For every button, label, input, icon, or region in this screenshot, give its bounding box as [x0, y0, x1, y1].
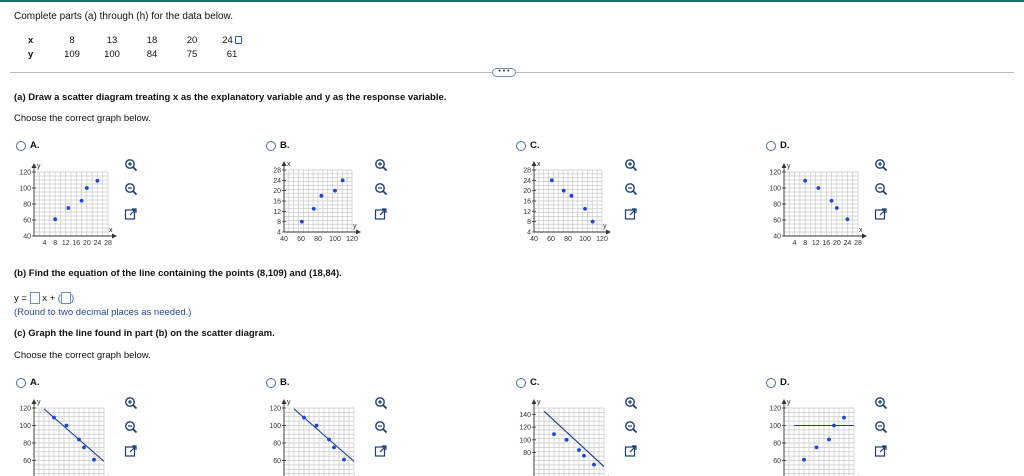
y-tick-label: 24	[273, 177, 281, 185]
x-tick-label: 20	[832, 240, 841, 247]
zoom-out-icon[interactable]	[124, 182, 138, 196]
y-tick-label: 120	[769, 405, 781, 413]
option-label: C.	[530, 377, 540, 388]
radio-button[interactable]	[16, 141, 26, 151]
pop-out-icon[interactable]	[374, 444, 388, 458]
y-tick-label: 80	[523, 450, 531, 458]
data-point	[832, 424, 836, 428]
zoom-in-icon[interactable]	[624, 158, 638, 172]
y-tick-label: 80	[23, 201, 31, 209]
scatter-chart-a-option-c	[504, 156, 622, 256]
zoom-in-icon[interactable]	[374, 158, 388, 172]
y-axis-label: x	[537, 161, 541, 168]
y-tick-label: 20	[273, 188, 281, 196]
line-chart-c-option-b	[254, 394, 372, 476]
data-point	[577, 448, 581, 452]
data-point	[65, 424, 69, 428]
table-cell: 84	[146, 48, 158, 60]
y-axis-arrow	[282, 161, 287, 166]
data-point	[66, 206, 70, 210]
handle	[883, 429, 887, 433]
handle	[383, 167, 387, 171]
x-tick-label: 100	[579, 236, 591, 243]
y-tick-label: 120	[269, 405, 281, 413]
zoom-out-icon[interactable]	[374, 420, 388, 434]
data-point	[333, 189, 337, 193]
table-cell-text: 24	[222, 34, 233, 46]
y-tick-label: 100	[19, 423, 31, 430]
data-point	[77, 438, 81, 442]
data-point	[570, 194, 574, 198]
y-tick-label: 120	[519, 424, 531, 432]
question-title: Complete parts (a) through (h) for the data below.	[14, 11, 234, 22]
handle	[633, 429, 637, 433]
handle	[633, 191, 637, 195]
x-tick-label: 60	[297, 236, 305, 243]
x-tick-label: 28	[104, 240, 112, 247]
data-point	[312, 207, 316, 211]
y-axis-label: y	[787, 399, 791, 406]
y-row-label: y	[28, 48, 34, 60]
zoom-out-icon[interactable]	[124, 420, 138, 434]
handle	[133, 191, 137, 195]
data-point	[52, 416, 56, 420]
pop-out-icon[interactable]	[874, 444, 888, 458]
zoom-in-icon[interactable]	[874, 396, 888, 410]
x-tick-label: 120	[596, 236, 608, 243]
part-c-question-text: (c) Graph the line found in part (b) on the scatter diagram.	[14, 328, 275, 339]
y-tick-label: 8	[527, 219, 531, 227]
handle	[883, 167, 887, 171]
data-point	[835, 206, 839, 210]
y-axis-label: y	[37, 163, 41, 170]
y-tick-label: 100	[269, 423, 281, 430]
data-point	[315, 424, 319, 428]
pop-out-icon[interactable]	[124, 207, 138, 221]
data-point	[565, 438, 569, 442]
x-tick-label: 80	[564, 236, 572, 243]
x-axis-label: x	[859, 227, 863, 234]
pop-out-icon[interactable]	[624, 444, 638, 458]
handle	[383, 429, 387, 433]
zoom-in-icon[interactable]	[624, 396, 638, 410]
handle	[633, 405, 637, 409]
x-tick-label: 16	[822, 240, 831, 247]
y-tick-label: 80	[773, 440, 781, 448]
radio-button[interactable]	[16, 378, 26, 388]
part-a-instruction: Choose the correct graph below.	[14, 113, 151, 124]
y-tick-label: 24	[523, 177, 531, 185]
zoom-out-icon[interactable]	[374, 182, 388, 196]
handle	[383, 191, 387, 195]
pop-out-icon[interactable]	[124, 444, 138, 458]
zoom-out-icon[interactable]	[874, 420, 888, 434]
y-tick-label: 28	[273, 167, 281, 175]
x-tick-label: 40	[280, 236, 288, 243]
x-tick-label: 20	[82, 240, 91, 247]
handle	[133, 405, 137, 409]
part-c-option-a[interactable]	[16, 377, 40, 388]
part-c-option-c[interactable]	[516, 377, 540, 388]
x-axis-arrow	[862, 234, 867, 239]
data-point	[300, 220, 304, 224]
scatter-chart-a-option-b	[254, 156, 372, 256]
y-tick-label: 120	[19, 405, 31, 413]
data-point	[342, 458, 346, 462]
zoom-in-icon[interactable]	[124, 158, 138, 172]
data-point	[320, 194, 324, 198]
part-c-question	[14, 328, 275, 339]
x-axis-arrow	[112, 234, 117, 239]
x-axis-label: x	[109, 227, 113, 234]
data-point	[327, 438, 331, 442]
pop-out-icon[interactable]	[374, 207, 388, 221]
y-tick-label: 4	[527, 229, 531, 237]
data-point	[842, 416, 846, 420]
handle	[383, 405, 387, 409]
handle	[883, 405, 887, 409]
x-tick-label: 12	[811, 240, 820, 247]
y-tick-label: 60	[773, 458, 781, 465]
x-tick-label: 60	[547, 236, 555, 243]
line-chart-c-option-c	[504, 394, 622, 476]
x-axis-label: y	[603, 223, 607, 230]
y-axis-label: y	[287, 399, 291, 406]
x-tick-label: 8	[53, 240, 58, 247]
x-tick-label: 24	[93, 240, 102, 247]
table-cell	[212, 33, 252, 47]
equation-line	[14, 292, 74, 304]
y-axis-arrow	[532, 399, 537, 404]
x-tick-label: 24	[843, 240, 852, 247]
y-tick-label: 80	[773, 201, 781, 209]
data-table	[24, 33, 252, 61]
part-b-question	[14, 268, 342, 279]
y-tick-label: 60	[273, 458, 281, 465]
y-tick-label: 60	[23, 458, 31, 465]
y-tick-label: 20	[523, 188, 531, 196]
data-point	[302, 416, 306, 420]
y-tick-label: 80	[273, 440, 281, 448]
x-axis-label: y	[353, 223, 357, 230]
handle	[883, 191, 887, 195]
slope-input[interactable]	[30, 292, 40, 304]
x-tick-label: 16	[72, 240, 81, 247]
y-tick-label: 100	[769, 185, 781, 193]
data-point	[341, 178, 345, 182]
x-row-label: x	[28, 34, 34, 46]
table-row	[24, 33, 252, 47]
radio-button[interactable]	[516, 378, 526, 388]
scatter-chart-a-option-d	[754, 156, 872, 256]
y-tick-label: 12	[523, 208, 531, 216]
y-tick-label: 16	[273, 198, 281, 206]
zoom-in-icon[interactable]	[374, 396, 388, 410]
line-chart-c-option-d	[754, 394, 872, 476]
data-point	[562, 189, 566, 193]
y-tick-label: 28	[523, 167, 531, 175]
line-chart-c-option-a	[4, 394, 122, 476]
y-tick-label: 140	[519, 411, 531, 419]
x-tick-label: 8	[803, 240, 808, 247]
y-axis-arrow	[532, 161, 537, 166]
part-a-option-d[interactable]	[766, 140, 790, 151]
data-point	[552, 432, 556, 436]
option-label: B.	[280, 377, 290, 388]
table-cell: 13	[106, 34, 118, 46]
y-axis-label: y	[537, 399, 541, 406]
part-a-question-text: (a) Draw a scatter diagram treating x as the explanatory variable and y as the response variable.	[14, 92, 447, 103]
y-tick-label: 12	[273, 208, 281, 216]
radio-button[interactable]	[766, 141, 776, 151]
part-a-option-b[interactable]	[266, 140, 290, 151]
x-tick-label: 100	[329, 236, 341, 243]
part-b-question-text: (b) Find the equation of the line containing the points (8,109) and (18,84).	[14, 268, 342, 279]
top-accent-bar	[0, 0, 1024, 2]
data-point	[80, 199, 84, 203]
radio-button[interactable]	[266, 141, 276, 151]
data-point	[827, 438, 831, 442]
data-point	[53, 217, 57, 221]
table-cell: 20	[186, 34, 198, 46]
table-cell: 75	[186, 48, 198, 60]
radio-button[interactable]	[516, 141, 526, 151]
radio-button[interactable]	[766, 378, 776, 388]
radio-button[interactable]	[266, 378, 276, 388]
part-a-question	[14, 92, 446, 103]
y-axis-arrow	[782, 163, 787, 168]
table-cell: 18	[146, 34, 158, 46]
table-cell: 109	[64, 48, 80, 60]
data-point	[591, 220, 595, 224]
option-label: B.	[280, 140, 290, 151]
copy-data-icon[interactable]	[235, 36, 242, 44]
option-label: D.	[780, 140, 790, 151]
handle	[633, 167, 637, 171]
data-point	[815, 445, 819, 449]
data-point	[550, 178, 554, 182]
table-row	[24, 47, 252, 61]
zoom-in-icon[interactable]	[124, 396, 138, 410]
x-axis-arrow	[606, 230, 611, 235]
y-tick-label: 120	[19, 169, 31, 177]
open-paren: (	[57, 293, 61, 304]
option-label: C.	[530, 140, 540, 151]
y-axis-arrow	[282, 399, 287, 404]
y-tick-label: 60	[773, 217, 781, 225]
y-tick-label: 16	[523, 198, 531, 206]
equation-prefix: y =	[14, 293, 27, 304]
part-c-instruction: Choose the correct graph below.	[14, 350, 151, 361]
data-point	[82, 445, 86, 449]
x-tick-label: 80	[314, 236, 322, 243]
data-point	[816, 186, 820, 190]
data-point	[592, 463, 596, 467]
x-tick-label: 12	[61, 240, 70, 247]
y-axis-arrow	[782, 399, 787, 404]
y-tick-label: 60	[23, 217, 31, 225]
option-label: A.	[30, 140, 40, 151]
y-axis-arrow	[32, 399, 37, 404]
data-point	[803, 179, 807, 183]
part-a-option-c[interactable]	[516, 140, 540, 151]
x-tick-label: 28	[854, 240, 862, 247]
option-label: A.	[30, 377, 40, 388]
zoom-out-icon[interactable]	[624, 182, 638, 196]
option-label: D.	[780, 377, 790, 388]
y-tick-label: 40	[773, 233, 781, 241]
zoom-out-icon[interactable]	[874, 182, 888, 196]
data-point	[85, 186, 89, 190]
x-tick-label: 4	[42, 240, 47, 247]
y-tick-label: 80	[23, 440, 31, 448]
part-c-option-d[interactable]	[766, 377, 790, 388]
handle	[133, 167, 137, 171]
data-point	[802, 458, 806, 462]
part-a-option-a[interactable]	[16, 140, 40, 151]
y-axis-label: x	[287, 161, 291, 168]
y-axis-label: y	[37, 399, 41, 406]
data-point	[583, 207, 587, 211]
y-tick-label: 100	[769, 423, 781, 430]
handle	[133, 429, 137, 433]
equation-mid: x +	[42, 293, 56, 304]
intercept-input[interactable]	[61, 292, 71, 304]
table-cell: 100	[104, 48, 120, 60]
expand-button[interactable]: • • •	[492, 68, 516, 77]
x-tick-label: 40	[530, 236, 538, 243]
data-point	[96, 179, 100, 183]
table-cell: 61	[226, 48, 238, 60]
pop-out-icon[interactable]	[624, 207, 638, 221]
y-tick-label: 4	[277, 229, 281, 237]
data-point	[846, 217, 850, 221]
pop-out-icon[interactable]	[874, 207, 888, 221]
y-tick-label: 100	[519, 437, 531, 445]
y-axis-arrow	[32, 163, 37, 168]
data-point	[582, 454, 586, 458]
x-tick-label: 120	[346, 236, 358, 243]
data-point	[830, 199, 834, 203]
y-tick-label: 8	[277, 219, 281, 227]
zoom-in-icon[interactable]	[874, 158, 888, 172]
scatter-chart-a-option-a	[4, 156, 122, 256]
y-axis-label: y	[787, 163, 791, 170]
rounding-note: (Round to two decimal places as needed.)	[14, 307, 192, 318]
table-cell: 8	[69, 34, 75, 46]
y-tick-label: 100	[19, 185, 31, 193]
x-axis-arrow	[356, 230, 361, 235]
data-point	[92, 458, 96, 462]
y-tick-label: 120	[769, 169, 781, 177]
close-paren: )	[70, 293, 75, 304]
data-point	[332, 445, 336, 449]
part-c-option-b[interactable]	[266, 377, 290, 388]
x-tick-label: 4	[792, 240, 797, 247]
zoom-out-icon[interactable]	[624, 420, 638, 434]
y-tick-label: 40	[23, 233, 31, 241]
